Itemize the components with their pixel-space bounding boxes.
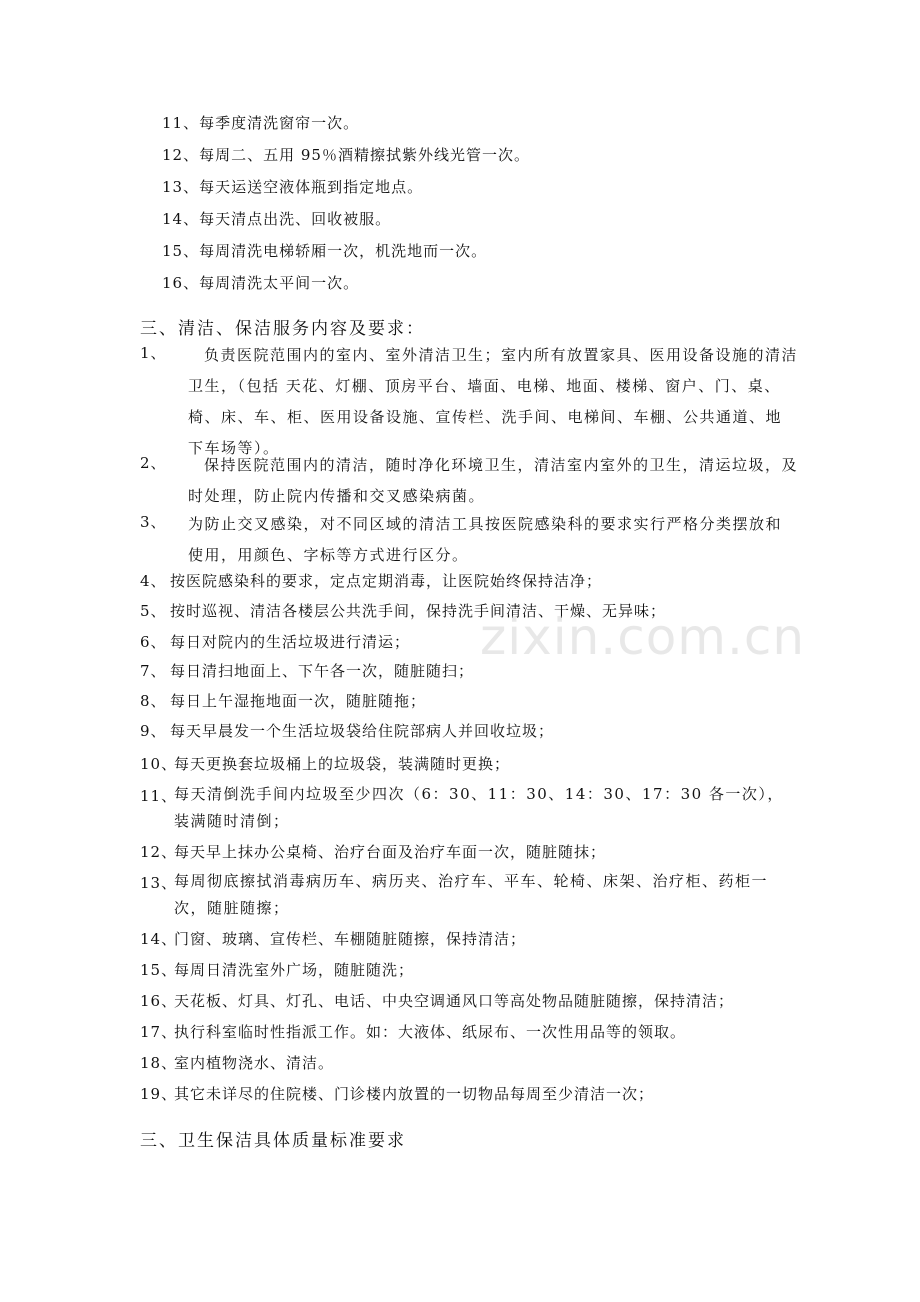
item-number: 6、 <box>140 633 167 651</box>
list-item: 12、每周二、五用 95％酒精擦拭紫外线光管一次。 <box>162 146 530 164</box>
item-number: 13、 <box>140 874 178 892</box>
list-item: 14、每天清点出洗、回收被服。 <box>162 210 392 228</box>
item-number: 11、 <box>140 787 178 805</box>
item-text: 每天更换套垃圾桶上的垃圾袋，装满随时更换； <box>174 755 511 773</box>
item-text: 每周日清洗室外广场，随脏随洗； <box>174 961 415 979</box>
list-item: 16、每周清洗太平间一次。 <box>162 274 360 292</box>
item-number: 2、 <box>140 454 167 472</box>
item-number: 7、 <box>140 662 167 680</box>
item-text: 每周彻底擦拭消毒病历车、病历夹、治疗车、平车、轮椅、床架、治疗柜、药柜一次，随脏随擦； <box>174 872 769 917</box>
item-text: 按时巡视、清洁各楼层公共洗手间，保持洗手间清洁、干燥、无异味； <box>170 602 667 620</box>
item-number: 14、 <box>140 930 178 948</box>
item-text: 每日上午湿拖地面一次，随脏随拖； <box>170 692 427 710</box>
item-number: 1、 <box>140 344 167 362</box>
item-text: 负责医院范围内的室内、室外清洁卫生；室内所有放置家具、医用设备设施的清洁卫生，（包括 天花、灯棚、顶房平台、墙面、电梯、地面、楼梯、窗户、门、桌、椅、床、车、柜、医用设备设施、宣传栏、洗手间、电梯间、车棚、公共通道、地下车场等）。 <box>188 346 799 457</box>
item-text: 室内植物浇水、清洁。 <box>174 1054 335 1072</box>
item-text: 保持医院范围内的清洁，随时净化环境卫生，清洁室内室外的卫生，清运垃圾，及时处理，防止院内传播和交叉感染病菌。 <box>188 456 799 505</box>
item-text: 门窗、玻璃、宣传栏、车棚随脏随擦，保持清洁； <box>174 930 527 948</box>
item-number: 18、 <box>140 1054 178 1072</box>
item-text: 每天早晨发一个生活垃圾袋给住院部病人并回收垃圾； <box>170 722 555 740</box>
item-text: 每天清倒洗手间内垃圾至少四次（6：30、11：30、14：30、17：30 各一次），装满随时清倒； <box>174 785 784 830</box>
item-number: 19、 <box>140 1085 178 1103</box>
item-number: 17、 <box>140 1023 178 1041</box>
item-number: 8、 <box>140 692 167 710</box>
item-text: 其它未详尽的住院楼、门诊楼内放置的一切物品每周至少清洁一次； <box>174 1085 655 1103</box>
item-number: 15、 <box>140 961 178 979</box>
item-number: 9、 <box>140 722 167 740</box>
list-item: 13、每天运送空液体瓶到指定地点。 <box>162 178 424 196</box>
item-number: 12、 <box>140 843 178 861</box>
section-heading: 三、清洁、保洁服务内容及要求： <box>140 319 425 339</box>
item-number: 16、 <box>140 992 178 1010</box>
item-text: 每日清扫地面上、下午各一次，随脏随扫； <box>170 662 475 680</box>
item-text: 执行科室临时性指派工作。如：大液体、纸尿布、一次性用品等的领取。 <box>174 1023 687 1041</box>
item-text: 天花板、灯具、灯孔、电话、中央空调通风口等高处物品随脏随擦，保持清洁； <box>174 992 735 1010</box>
item-number: 10、 <box>140 755 178 773</box>
item-number: 4、 <box>140 572 167 590</box>
item-text: 每天早上抹办公桌椅、治疗台面及治疗车面一次，随脏随抹； <box>174 843 607 861</box>
item-text: 为防止交叉感染，对不同区域的清洁工具按医院感染科的要求实行严格分类摆放和使用，用颜色、字标等方式进行区分。 <box>188 515 783 564</box>
item-text: 每日对院内的生活垃圾进行清运； <box>170 633 411 651</box>
list-item: 11、每季度清洗窗帘一次。 <box>162 114 360 132</box>
watermark: zixin.com.cn <box>480 608 806 666</box>
item-number: 3、 <box>140 513 167 531</box>
item-text: 按医院感染科的要求，定点定期消毒，让医院始终保持洁净； <box>170 572 603 590</box>
list-item: 15、每周清洗电梯轿厢一次，机洗地而一次。 <box>162 242 488 260</box>
item-number: 5、 <box>140 602 167 620</box>
section-heading: 三、卫生保洁具体质量标准要求 <box>140 1131 406 1151</box>
